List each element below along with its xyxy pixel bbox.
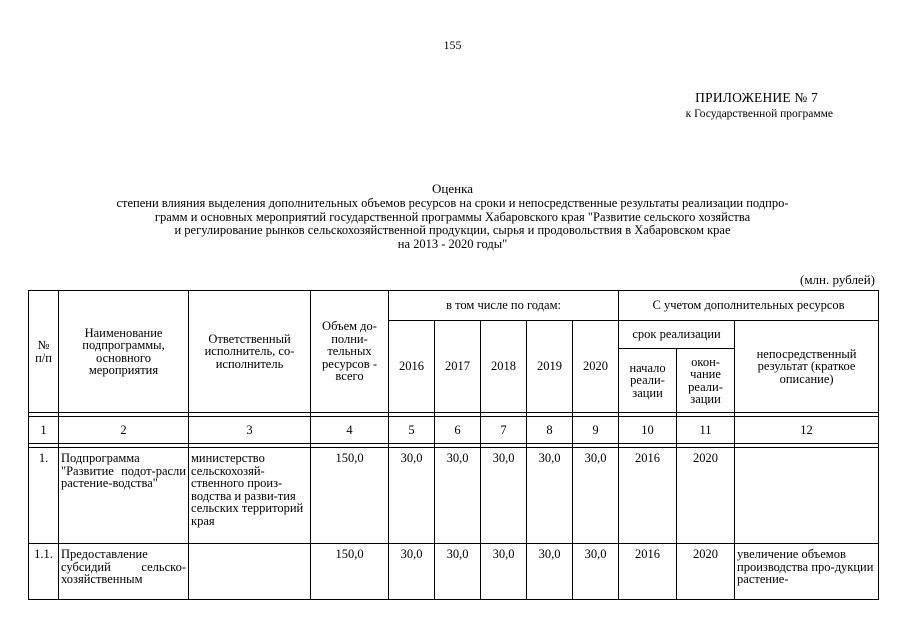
header-end: окон-чание реали-зации [677, 349, 735, 413]
column-number: 5 [389, 417, 435, 444]
appendix-subtitle: к Государственной программе [685, 108, 833, 120]
row-end: 2020 [677, 448, 735, 544]
header-with-extra: С учетом дополнительных ресурсов [619, 291, 879, 321]
row-name: Предоставление субсидий сельско-хозяйственным [59, 544, 189, 600]
row-year-value: 30,0 [481, 448, 527, 544]
row-year-value: 30,0 [481, 544, 527, 600]
header-name: Наименование подпрограммы, основного мероприятия [59, 291, 189, 413]
column-number: 3 [189, 417, 311, 444]
row-start: 2016 [619, 448, 677, 544]
subtitle-line: степени влияния выделения дополнительных объемов ресурсов на сроки и непосредственные результаты реализации подпро- [116, 196, 789, 210]
row-year-value: 30,0 [573, 544, 619, 600]
row-num: 1. [29, 448, 59, 544]
header-period: срок реализации [619, 321, 735, 349]
row-year-value: 30,0 [435, 544, 481, 600]
table-row [29, 544, 879, 600]
header-row [29, 291, 879, 321]
header-start: начало реали-зации [619, 349, 677, 413]
subtitle-line: грамм и основных мероприятий государственной программы Хабаровского края "Развитие сельского хозяйства [154, 209, 751, 224]
header-result: непосредственный результат (краткое описание) [735, 321, 879, 413]
assessment-table [28, 290, 879, 600]
column-number: 12 [735, 417, 879, 444]
row-year-value: 30,0 [435, 448, 481, 544]
column-number: 10 [619, 417, 677, 444]
column-number: 1 [29, 417, 59, 444]
header-by-years: в том числе по годам: [389, 291, 619, 321]
document-title: Оценка [432, 181, 473, 196]
row-executor [189, 544, 311, 600]
row-num: 1.1. [29, 544, 59, 600]
header-year: 2016 [389, 321, 435, 413]
column-number: 4 [311, 417, 389, 444]
header-year: 2018 [481, 321, 527, 413]
column-number: 7 [481, 417, 527, 444]
row-year-value: 30,0 [389, 544, 435, 600]
unit-note: (млн. рублей) [800, 272, 875, 287]
row-result [735, 448, 879, 544]
page-number: 155 [443, 38, 462, 52]
table-row [29, 448, 879, 544]
row-start: 2016 [619, 544, 677, 600]
header-num: № п/п [29, 291, 59, 413]
header-volume: Объем до-полни-тельных ресурсов - всего [311, 291, 389, 413]
row-result: увеличение объемов производства про-дукции растение- [735, 544, 879, 600]
column-number: 8 [527, 417, 573, 444]
row-volume: 150,0 [311, 544, 389, 600]
column-number: 6 [435, 417, 481, 444]
column-number: 9 [573, 417, 619, 444]
row-year-value: 30,0 [573, 448, 619, 544]
appendix-title: ПРИЛОЖЕНИЕ № 7 [695, 90, 818, 105]
column-number: 11 [677, 417, 735, 444]
row-end: 2020 [677, 544, 735, 600]
row-executor: министерство сельскохозяй-ственного произ-водства и разви-тия сельских территорий края [189, 448, 311, 544]
column-number: 2 [59, 417, 189, 444]
column-number-row [29, 417, 879, 444]
subtitle-line: и регулирование рынков сельскохозяйственной продукции, сырья и продовольствия в Хабаровском крае [174, 223, 731, 237]
row-year-value: 30,0 [527, 448, 573, 544]
row-volume: 150,0 [311, 448, 389, 544]
row-name: Подпрограмма "Развитие подот-расли растение-водства" [59, 448, 189, 544]
header-year: 2019 [527, 321, 573, 413]
header-executor: Ответственный исполнитель, со-исполнитель [189, 291, 311, 413]
document-subtitle [40, 197, 865, 251]
header-year: 2020 [573, 321, 619, 413]
header-year: 2017 [435, 321, 481, 413]
row-year-value: 30,0 [527, 544, 573, 600]
subtitle-line: на 2013 - 2020 годы" [397, 236, 508, 251]
row-year-value: 30,0 [389, 448, 435, 544]
